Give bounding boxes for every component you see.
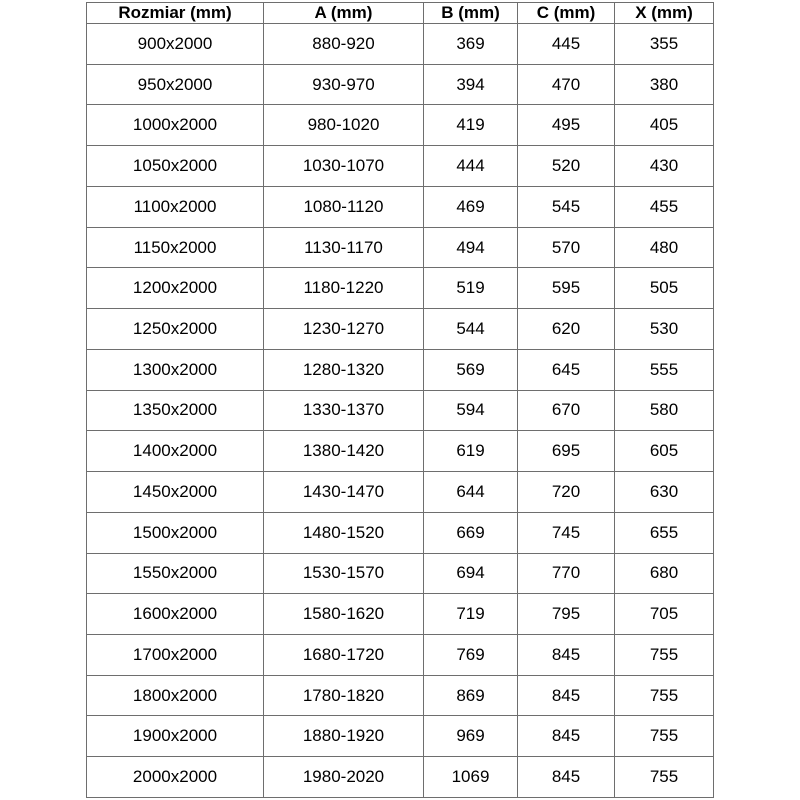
table-row xyxy=(87,594,714,635)
table-row xyxy=(87,146,714,187)
table-cell: 845 xyxy=(518,675,615,716)
table-row xyxy=(87,390,714,431)
table-cell: 845 xyxy=(518,716,615,757)
table-cell: 1180-1220 xyxy=(264,268,424,309)
table-cell: 594 xyxy=(424,390,518,431)
table-row xyxy=(87,635,714,676)
table-cell: 1780-1820 xyxy=(264,675,424,716)
table-row xyxy=(87,186,714,227)
table-cell: 1880-1920 xyxy=(264,716,424,757)
table-cell: 469 xyxy=(424,186,518,227)
table-cell: 455 xyxy=(615,186,714,227)
table-cell: 1230-1270 xyxy=(264,309,424,350)
table-cell: 669 xyxy=(424,512,518,553)
table-cell: 655 xyxy=(615,512,714,553)
table-header xyxy=(87,3,714,24)
table-cell: 1680-1720 xyxy=(264,635,424,676)
table-cell: 580 xyxy=(615,390,714,431)
table-cell: 1380-1420 xyxy=(264,431,424,472)
table-cell: 950x2000 xyxy=(87,64,264,105)
column-header: B (mm) xyxy=(424,3,518,24)
table-cell: 1400x2000 xyxy=(87,431,264,472)
table-cell: 1300x2000 xyxy=(87,349,264,390)
table-cell: 645 xyxy=(518,349,615,390)
table-cell: 705 xyxy=(615,594,714,635)
table-row xyxy=(87,757,714,798)
table-cell: 495 xyxy=(518,105,615,146)
table-row xyxy=(87,553,714,594)
table-cell: 530 xyxy=(615,309,714,350)
table-cell: 369 xyxy=(424,24,518,65)
table-cell: 505 xyxy=(615,268,714,309)
table-cell: 880-920 xyxy=(264,24,424,65)
table-cell: 555 xyxy=(615,349,714,390)
column-header: C (mm) xyxy=(518,3,615,24)
table-cell: 519 xyxy=(424,268,518,309)
table-cell: 720 xyxy=(518,472,615,513)
table-row xyxy=(87,675,714,716)
table-cell: 719 xyxy=(424,594,518,635)
table-row xyxy=(87,227,714,268)
table-cell: 570 xyxy=(518,227,615,268)
table-cell: 695 xyxy=(518,431,615,472)
table-cell: 900x2000 xyxy=(87,24,264,65)
table-cell: 869 xyxy=(424,675,518,716)
table-cell: 1580-1620 xyxy=(264,594,424,635)
table-cell: 520 xyxy=(518,146,615,187)
table-cell: 845 xyxy=(518,635,615,676)
table-cell: 755 xyxy=(615,675,714,716)
table-cell: 544 xyxy=(424,309,518,350)
table-cell: 1030-1070 xyxy=(264,146,424,187)
table-cell: 1430-1470 xyxy=(264,472,424,513)
table-cell: 630 xyxy=(615,472,714,513)
table-cell: 470 xyxy=(518,64,615,105)
table-header-row xyxy=(87,3,714,24)
table-cell: 480 xyxy=(615,227,714,268)
table-cell: 1900x2000 xyxy=(87,716,264,757)
table-cell: 1200x2000 xyxy=(87,268,264,309)
table-cell: 1150x2000 xyxy=(87,227,264,268)
table-cell: 1800x2000 xyxy=(87,675,264,716)
table-cell: 1550x2000 xyxy=(87,553,264,594)
column-header: A (mm) xyxy=(264,3,424,24)
column-header: X (mm) xyxy=(615,3,714,24)
table-cell: 419 xyxy=(424,105,518,146)
table-cell: 545 xyxy=(518,186,615,227)
table-cell: 445 xyxy=(518,24,615,65)
table-cell: 1050x2000 xyxy=(87,146,264,187)
table-cell: 1700x2000 xyxy=(87,635,264,676)
table-cell: 1130-1170 xyxy=(264,227,424,268)
table-cell: 745 xyxy=(518,512,615,553)
table-row xyxy=(87,24,714,65)
table-cell: 1250x2000 xyxy=(87,309,264,350)
table-cell: 380 xyxy=(615,64,714,105)
table-row xyxy=(87,349,714,390)
table-cell: 769 xyxy=(424,635,518,676)
table-cell: 595 xyxy=(518,268,615,309)
table-row xyxy=(87,105,714,146)
table-cell: 355 xyxy=(615,24,714,65)
table-cell: 2000x2000 xyxy=(87,757,264,798)
table-cell: 694 xyxy=(424,553,518,594)
table-cell: 405 xyxy=(615,105,714,146)
table-cell: 494 xyxy=(424,227,518,268)
table-cell: 1280-1320 xyxy=(264,349,424,390)
table-cell: 680 xyxy=(615,553,714,594)
table-row xyxy=(87,512,714,553)
table-cell: 619 xyxy=(424,431,518,472)
table-cell: 1330-1370 xyxy=(264,390,424,431)
table-row xyxy=(87,472,714,513)
table-cell: 980-1020 xyxy=(264,105,424,146)
table-cell: 1080-1120 xyxy=(264,186,424,227)
table-cell: 1480-1520 xyxy=(264,512,424,553)
table-row xyxy=(87,64,714,105)
table-cell: 755 xyxy=(615,716,714,757)
table-cell: 430 xyxy=(615,146,714,187)
table-row xyxy=(87,309,714,350)
table-cell: 444 xyxy=(424,146,518,187)
table-cell: 1069 xyxy=(424,757,518,798)
table-cell: 1450x2000 xyxy=(87,472,264,513)
table-cell: 755 xyxy=(615,757,714,798)
table-row xyxy=(87,268,714,309)
table-cell: 1600x2000 xyxy=(87,594,264,635)
table-row xyxy=(87,431,714,472)
table-cell: 1500x2000 xyxy=(87,512,264,553)
table-cell: 930-970 xyxy=(264,64,424,105)
table-cell: 1100x2000 xyxy=(87,186,264,227)
table-cell: 569 xyxy=(424,349,518,390)
size-spec-table xyxy=(86,2,714,798)
table-cell: 644 xyxy=(424,472,518,513)
table-cell: 620 xyxy=(518,309,615,350)
table-cell: 770 xyxy=(518,553,615,594)
table-cell: 1350x2000 xyxy=(87,390,264,431)
table-cell: 845 xyxy=(518,757,615,798)
table-cell: 969 xyxy=(424,716,518,757)
table-cell: 795 xyxy=(518,594,615,635)
table-cell: 670 xyxy=(518,390,615,431)
table-cell: 1530-1570 xyxy=(264,553,424,594)
table-cell: 394 xyxy=(424,64,518,105)
table-cell: 1000x2000 xyxy=(87,105,264,146)
table-cell: 755 xyxy=(615,635,714,676)
table-body xyxy=(87,24,714,798)
table-cell: 1980-2020 xyxy=(264,757,424,798)
column-header: Rozmiar (mm) xyxy=(87,3,264,24)
table-row xyxy=(87,716,714,757)
table-cell: 605 xyxy=(615,431,714,472)
